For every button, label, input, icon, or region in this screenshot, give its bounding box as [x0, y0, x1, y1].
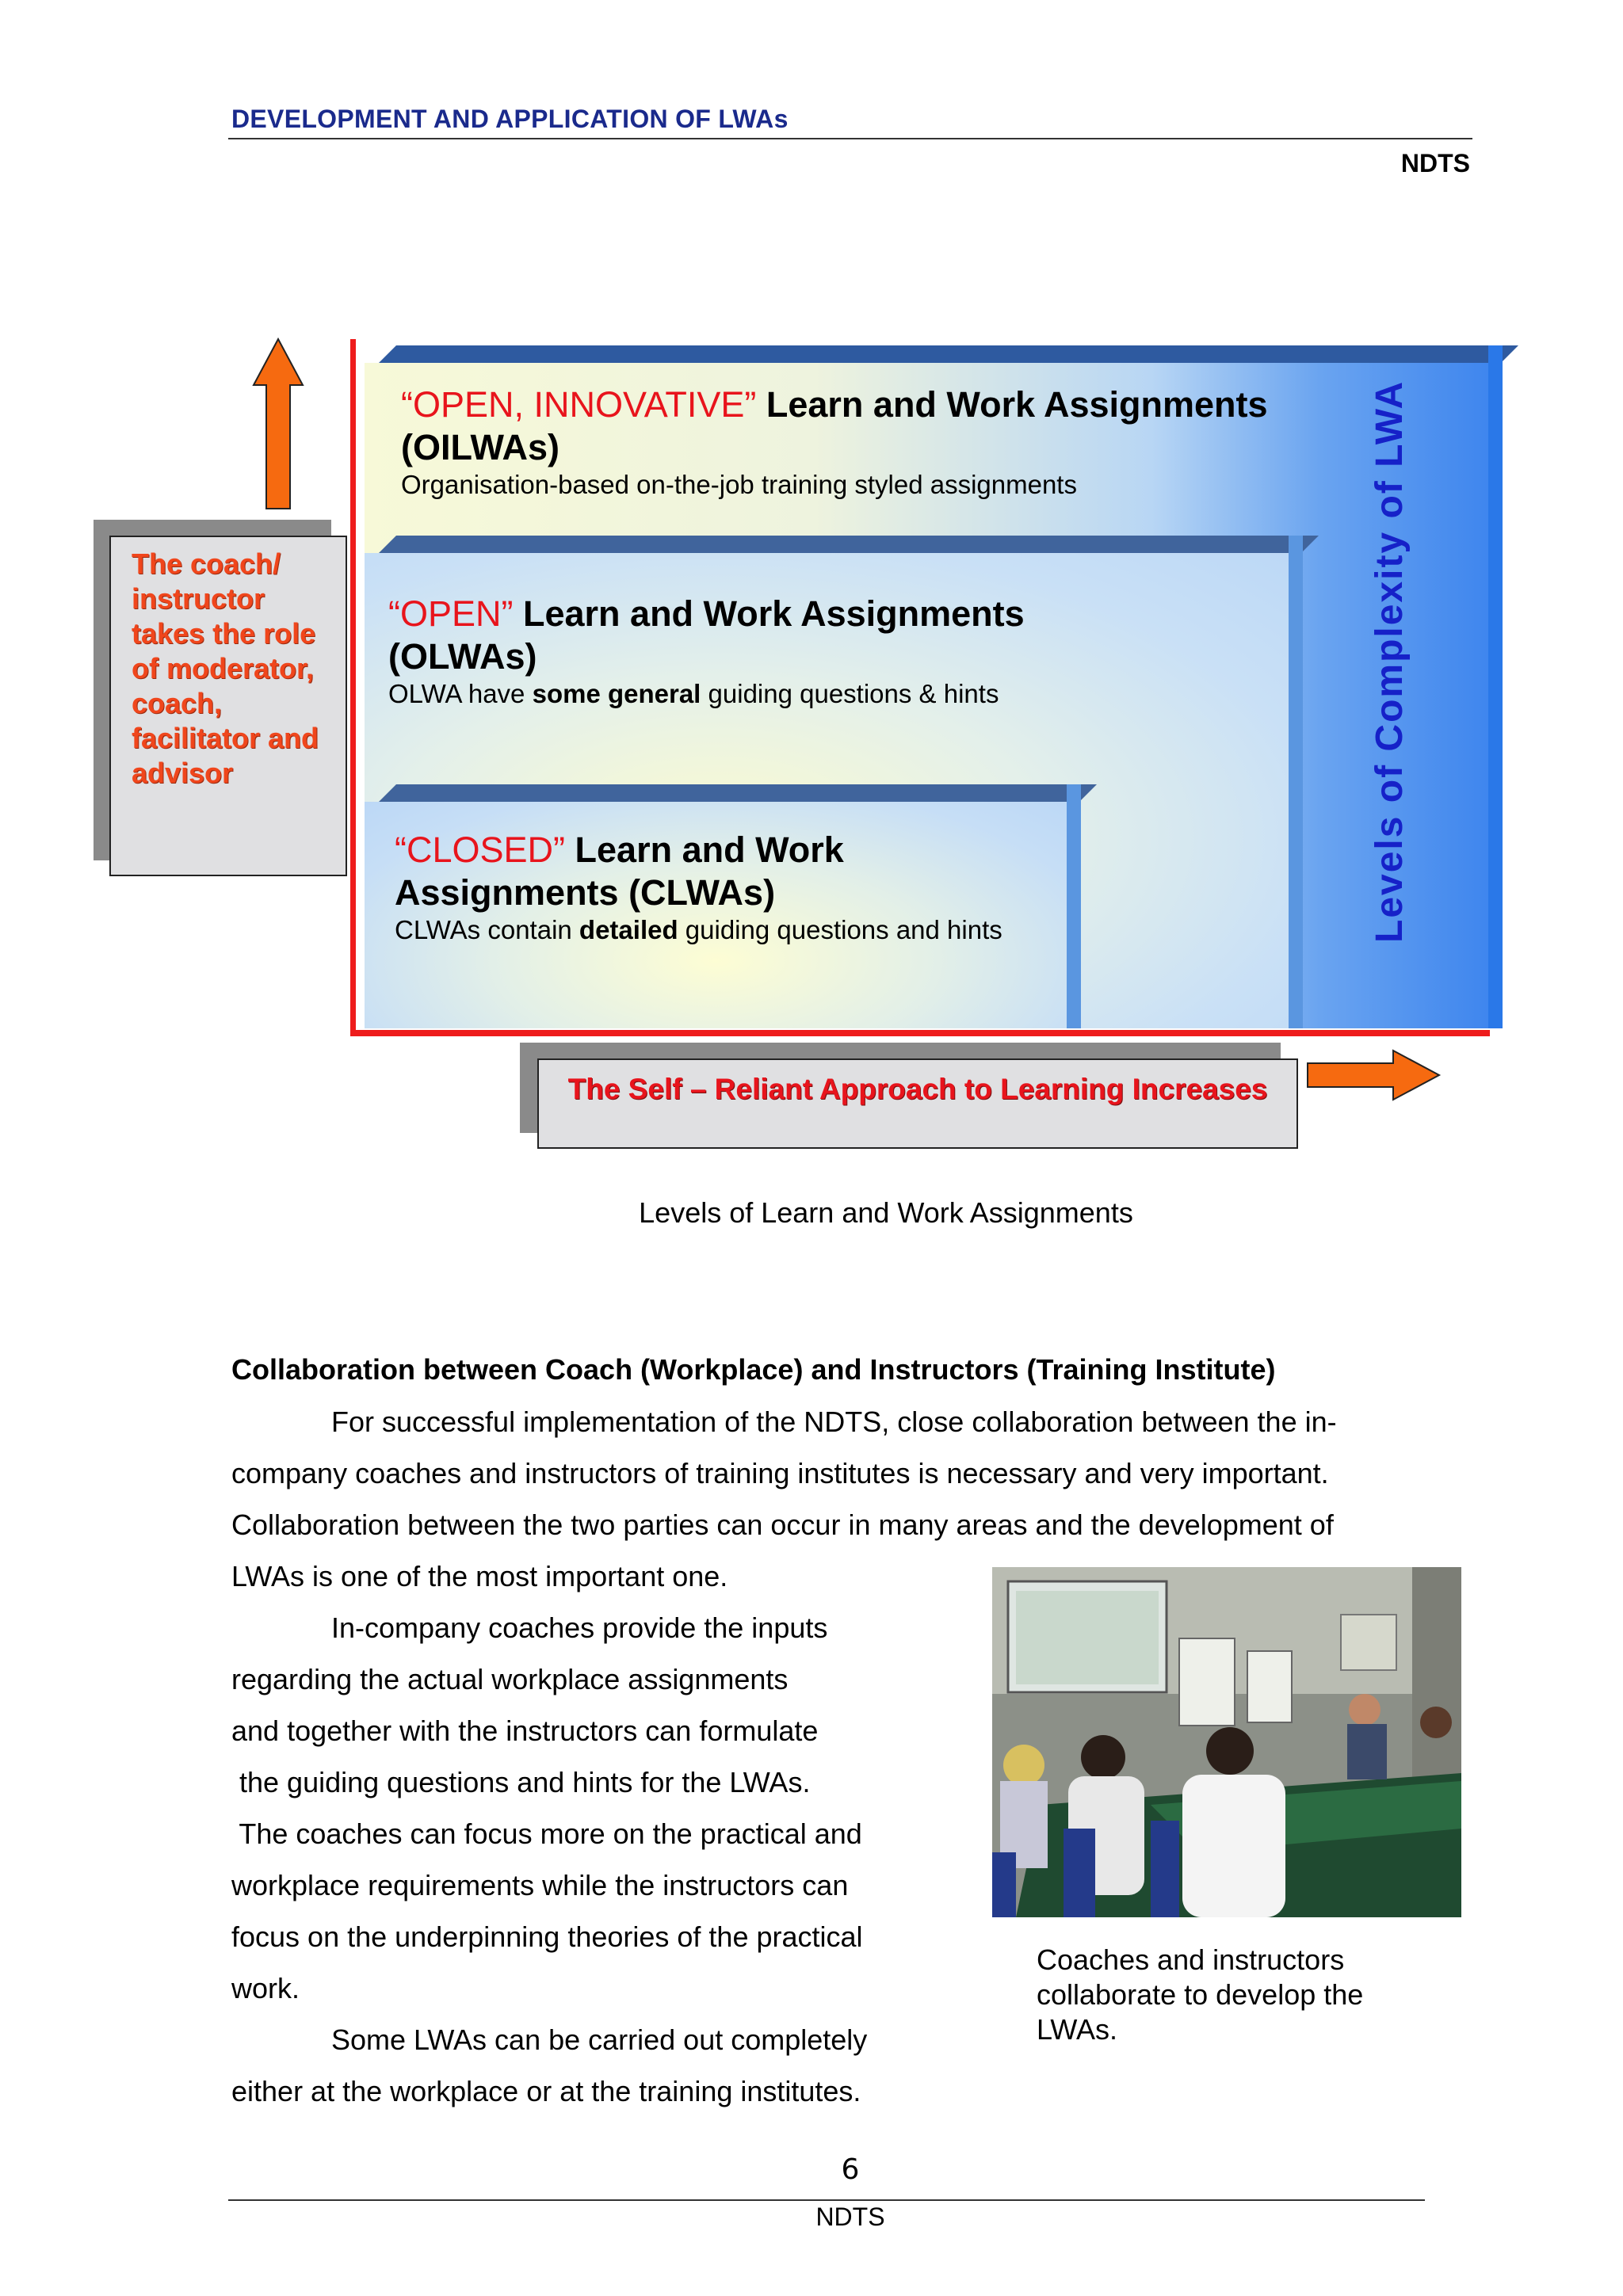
middle-box-top [379, 536, 1319, 553]
level-clwa-desc-post: guiding questions and hints [678, 915, 1002, 944]
level-clwa-quote: “CLOSED” [395, 830, 566, 870]
paragraph-2-line: regarding the actual workplace assignments [231, 1663, 789, 1695]
level-oilwa-title: Learn and Work Assignments (OILWAs) [401, 384, 1268, 467]
level-clwa-desc-bold: detailed [579, 915, 678, 944]
paragraph-1-line: LWAs is one of the most important one. [231, 1560, 728, 1592]
footer-text: NDTS [815, 2203, 885, 2231]
paragraph-2-line: The coaches can focus more on the practical and [231, 1817, 862, 1850]
level-olwa-desc-post: guiding questions & hints [701, 679, 999, 708]
paragraph-3-line: either at the workplace or at the training institutes. [231, 2075, 861, 2107]
level-oilwa-quote: “OPEN, INNOVATIVE” [401, 384, 757, 425]
coach-role-box: The coach/ instructor takes the role of moderator, coach, facilitator and advisor [109, 536, 347, 876]
outer-box-top [379, 345, 1518, 363]
header-rule [228, 138, 1472, 139]
self-reliant-box: The Self – Reliant Approach to Learning Increases [537, 1058, 1298, 1149]
running-header-right: NDTS [1400, 149, 1470, 177]
photo-caption: Coaches and instructors collaborate to develop the LWAs. [1037, 1943, 1364, 2046]
level-oilwa-desc: Organisation-based on-the-job training styled assignments [401, 470, 1077, 499]
footer-rule [228, 2199, 1425, 2201]
paragraph-2-line: In-company coaches provide the inputs [331, 1611, 828, 1644]
level-clwa-title: Learn and Work Assignments (CLWAs) [395, 830, 844, 913]
paragraph-2 [231, 1602, 945, 2117]
horizontal-axis [350, 1030, 1490, 1036]
running-header-title: DEVELOPMENT AND APPLICATION OF LWAs [231, 105, 789, 133]
vertical-axis [350, 339, 356, 1035]
level-olwa-quote: “OPEN” [388, 593, 514, 634]
level-olwa-title: Learn and Work Assignments (OLWAs) [388, 593, 1025, 677]
level-clwa-desc-pre: CLWAs contain [395, 915, 579, 944]
up-arrow-icon [250, 336, 306, 512]
diagram-caption: Levels of Learn and Work Assignments [639, 1196, 1133, 1229]
level-clwa-text [395, 829, 1076, 946]
section-heading: Collaboration between Coach (Workplace) and Instructors (Training Institute) [231, 1353, 1276, 1386]
paragraph-2-line: work. [231, 1972, 300, 2004]
level-olwa-desc-bold: some general [532, 679, 701, 708]
paragraph-2-line: the guiding questions and hints for the LWAs. [231, 1766, 811, 1798]
paragraph-2-line: focus on the underpinning theories of the practical [231, 1920, 863, 1953]
page-number: 6 [841, 2153, 860, 2186]
paragraph-1-line: Collaboration between the two parties can occur in many areas and the development of [231, 1508, 1334, 1541]
lower-box-top [379, 784, 1097, 802]
paragraph-1-line: For successful implementation of the NDTS, close collaboration between the in- [331, 1405, 1337, 1438]
paragraph-3-line: Some LWAs can be carried out completely [331, 2023, 868, 2056]
complexity-axis-label: Levels of Complexity of LWA [1369, 379, 1411, 943]
meeting-photo [992, 1567, 1461, 1917]
right-arrow-icon [1304, 1047, 1444, 1103]
meeting-room-illustration [992, 1567, 1461, 1917]
level-olwa-text [388, 593, 1260, 710]
level-oilwa-text [401, 383, 1336, 501]
paragraph-2-line: workplace requirements while the instructors can [231, 1869, 849, 1901]
paragraph-1-line: company coaches and instructors of training institutes is necessary and very important. [231, 1457, 1329, 1489]
paragraph-2-line: and together with the instructors can formulate [231, 1714, 819, 1747]
middle-box-side [1289, 536, 1303, 1028]
outer-box-side [1488, 345, 1503, 1028]
level-olwa-desc-pre: OLWA have [388, 679, 533, 708]
